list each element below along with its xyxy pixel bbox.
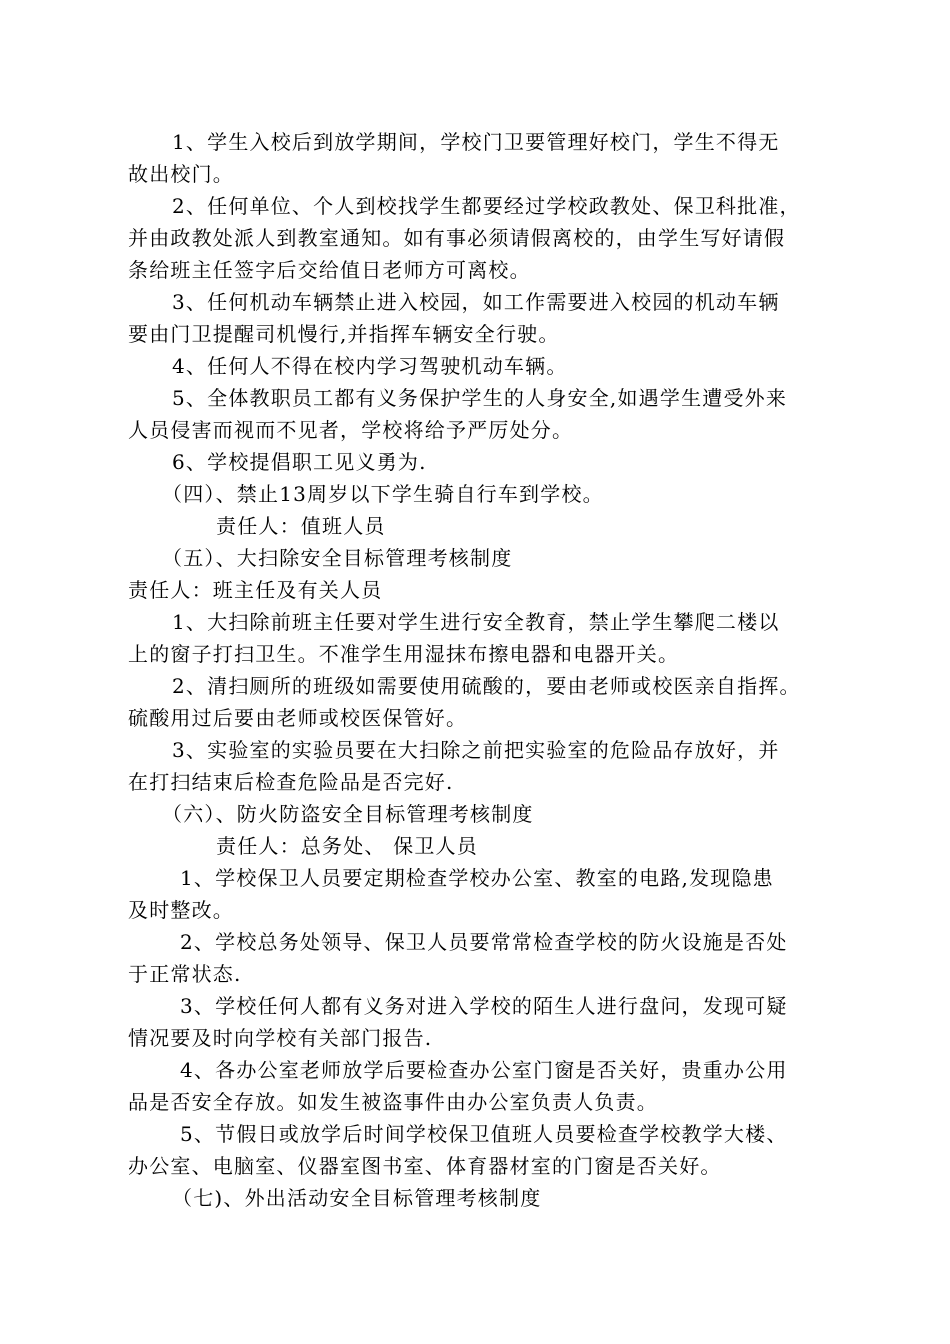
responsible-person: 责任人：值班人员 [216,514,386,538]
text-line: 4、任何人不得在校内学习驾驶机动车辆。 [172,354,568,378]
text-line: 情况要及时向学校有关部门报告. [128,1026,433,1050]
text-line: 品是否安全存放。如发生被盗事件由办公室负责人负责。 [128,1090,658,1114]
section-heading: （七)、外出活动安全目标管理考核制度 [172,1186,542,1210]
text-line: 3、实验室的实验员要在大扫除之前把实验室的危险品存放好，并 [172,738,780,762]
text-line: 3、任何机动车辆禁止进入校园，如工作需要进入校园的机动车辆 [172,290,780,314]
section-heading: （六）、防火防盗安全目标管理考核制度 [162,802,534,826]
text-line: 2、清扫厕所的班级如需要使用硫酸的，要由老师或校医亲自指挥。 [172,674,801,698]
text-line: 3、学校任何人都有义务对进入学校的陌生人进行盘问，发现可疑 [180,994,788,1018]
responsible-person: 责任人：总务处、 保卫人员 [216,834,478,858]
text-line: 要由门卫提醒司机慢行,并指挥车辆安全行驶。 [128,322,560,346]
text-line: 及时整改。 [128,898,234,922]
text-line: 4、各办公室老师放学后要检查办公室门窗是否关好，贵重办公用 [180,1058,788,1082]
text-line: 5、全体教职员工都有义务保护学生的人身安全,如遇学生遭受外来 [172,386,788,410]
text-line: 于正常状态. [128,962,242,986]
text-line: 硫酸用过后要由老师或校医保管好。 [128,706,468,730]
text-line: 1、大扫除前班主任要对学生进行安全教育，禁止学生攀爬二楼以 [172,610,780,634]
text-line: 在打扫结束后检查危险品是否完好. [128,770,454,794]
responsible-person: 责任人：班主任及有关人员 [128,578,383,602]
text-line: 6、学校提倡职工见义勇为. [172,450,427,474]
text-line: 1、学校保卫人员要定期检查学校办公室、教室的电路,发现隐患 [180,866,774,890]
text-line: 上的窗子打扫卫生。不准学生用湿抹布擦电器和电器开关。 [128,642,680,666]
section-heading: （四）、禁止13周岁以下学生骑自行车到学校。 [162,482,604,506]
text-line: 故出校门。 [128,162,234,186]
text-line: 2、学校总务处领导、保卫人员要常常检查学校的防火设施是否处 [180,930,788,954]
text-line: 人员侵害而视而不见者，学校将给予严厉处分。 [128,418,574,442]
text-line: 条给班主任签字后交给值日老师方可离校。 [128,258,531,282]
text-line: 1、学生入校后到放学期间，学校门卫要管理好校门，学生不得无 [172,130,780,154]
text-line: 并由政教处派人到教室通知。如有事必须请假离校的，由学生写好请假 [128,226,786,250]
text-line: 办公室、电脑室、仪器室图书室、体育器材室的门窗是否关好。 [128,1154,722,1178]
text-line: 5、节假日或放学后时间学校保卫值班人员要检查学校教学大楼、 [180,1122,788,1146]
text-line: 2、任何单位、个人到校找学生都要经过学校政教处、保卫科批准， [172,194,801,218]
section-heading: （五）、大扫除安全目标管理考核制度 [162,546,513,570]
